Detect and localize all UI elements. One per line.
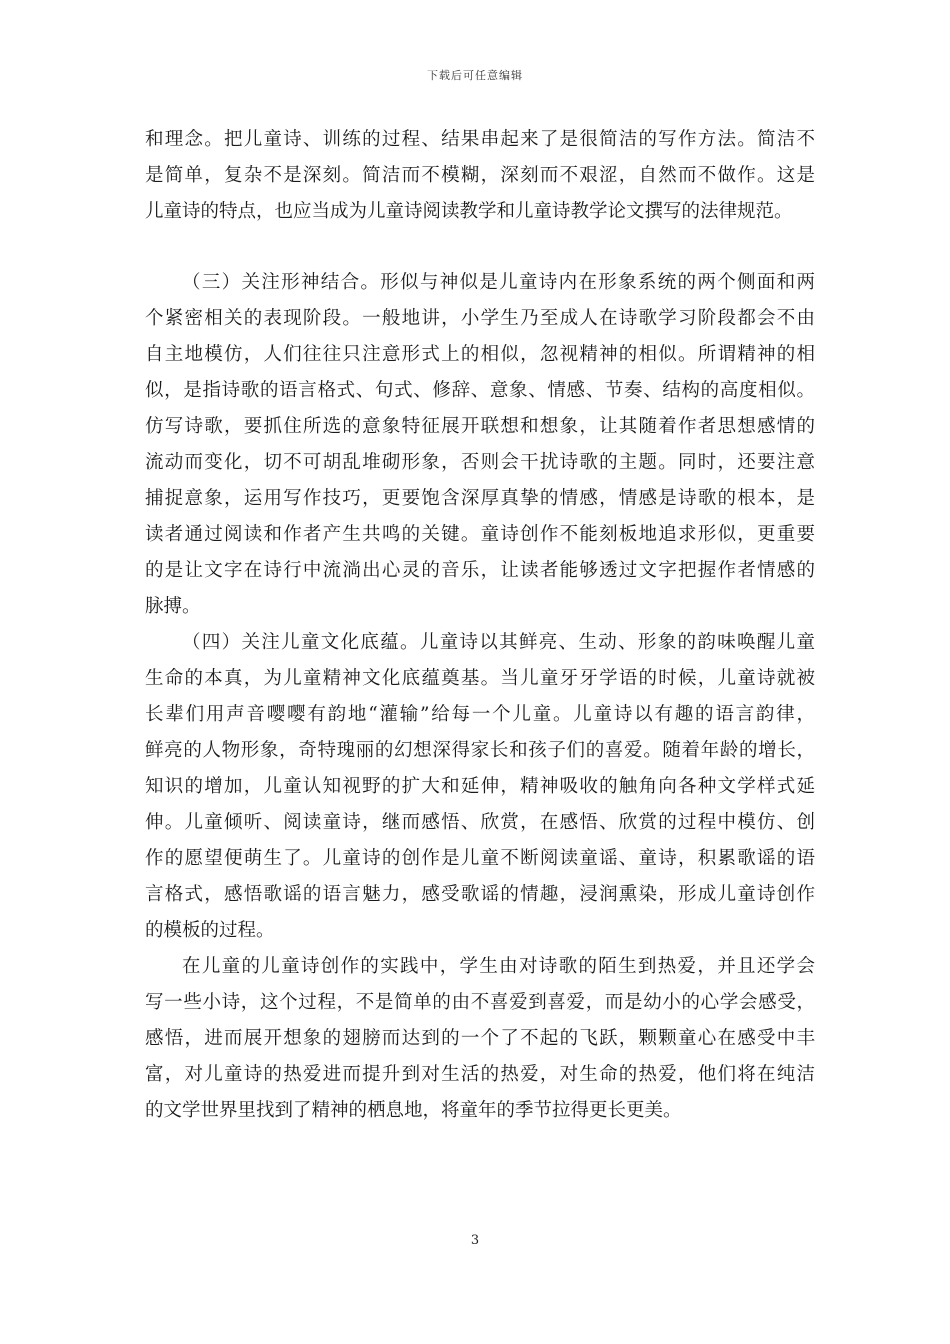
text-line: 是简单，复杂不是深刻。简洁而不模糊，深刻而不艰涩，自然而不做作。这是 <box>145 165 815 186</box>
text-line: 知识的增加，儿童认知视野的扩大和延伸，精神吸收的触角向各种文学样式延 <box>145 776 815 797</box>
page-header: 下载后可任意编辑 <box>427 69 523 82</box>
text-line: 富，对儿童诗的热爱进而提升到对生活的热爱，对生命的热爱，他们将在纯洁 <box>145 1064 815 1085</box>
text-line: 流动而变化，切不可胡乱堆砌形象，否则会干扰诗歌的主题。同时，还要注意 <box>145 452 815 473</box>
text-line: 感悟，进而展开想象的翅膀而达到的一个了不起的飞跃，颗颗童心在感受中丰 <box>145 1028 815 1049</box>
text-line: 脉搏。 <box>145 596 201 617</box>
text-line: 的文学世界里找到了精神的栖息地，将童年的季节拉得更长更美。 <box>145 1100 682 1121</box>
text-line: 言格式，感悟歌谣的语言魅力，感受歌谣的情趣，浸润熏染，形成儿童诗创作 <box>145 884 815 905</box>
text-line: 和理念。把儿童诗、训练的过程、结果串起来了是很简洁的写作方法。简洁不 <box>145 129 815 150</box>
text-line: 作的愿望便萌生了。儿童诗的创作是儿童不断阅读童谣、童诗，积累歌谣的语 <box>145 848 815 869</box>
text-line: 长辈们用声音嘤嘤有韵地“灌输”给每一个儿童。儿童诗以有趣的语言韵律， <box>145 704 815 725</box>
page-number: 3 <box>470 1233 480 1248</box>
text-line: 伸。儿童倾听、阅读童诗，继而感悟、欣赏，在感悟、欣赏的过程中模仿、创 <box>145 812 815 833</box>
text-line: 似，是指诗歌的语言格式、句式、修辞、意象、情感、节奏、结构的高度相似。 <box>145 380 815 401</box>
text-line: （四）关注儿童文化底蕴。儿童诗以其鲜亮、生动、形象的韵味唤醒儿童 <box>182 632 815 653</box>
paragraph <box>145 265 815 625</box>
text-line: 捕捉意象，运用写作技巧，更要饱含深厚真挚的情感，情感是诗歌的根本，是 <box>145 488 815 509</box>
text-line: 生命的本真，为儿童精神文化底蕴奠基。当儿童牙牙学语的时候，儿童诗就被 <box>145 668 815 689</box>
text-line: 鲜亮的人物形象，奇特瑰丽的幻想深得家长和孩子们的喜爱。随着年龄的增长， <box>145 740 815 761</box>
text-line: 自主地模仿，人们往往只注意形式上的相似，忽视精神的相似。所谓精神的相 <box>145 344 815 365</box>
text-line: （三）关注形神结合。形似与神似是儿童诗内在形象系统的两个侧面和两 <box>182 272 815 293</box>
paragraph <box>145 122 815 230</box>
paragraph <box>145 625 815 949</box>
text-line: 读者通过阅读和作者产生共鸣的关键。童诗创作不能刻板地追求形似，更重要 <box>145 524 815 545</box>
text-line: 儿童诗的特点，也应当成为儿童诗阅读教学和儿童诗教学论文撰写的法律规范。 <box>145 201 793 222</box>
text-line: 的模板的过程。 <box>145 920 275 941</box>
paragraph <box>145 949 815 1129</box>
text-line: 的是让文字在诗行中流淌出心灵的音乐，让读者能够透过文字把握作者情感的 <box>145 560 815 581</box>
text-line: 写一些小诗，这个过程，不是简单的由不喜爱到喜爱，而是幼小的心学会感受， <box>145 992 815 1013</box>
text-line: 个紧密相关的表现阶段。一般地讲，小学生乃至成人在诗歌学习阶段都会不由 <box>145 308 815 329</box>
document-body <box>145 122 815 1129</box>
text-line: 在儿童的儿童诗创作的实践中，学生由对诗歌的陌生到热爱，并且还学会 <box>182 956 815 977</box>
text-line: 仿写诗歌，要抓住所选的意象特征展开联想和想象，让其随着作者思想感情的 <box>145 416 815 437</box>
paragraph-gap <box>145 230 815 265</box>
